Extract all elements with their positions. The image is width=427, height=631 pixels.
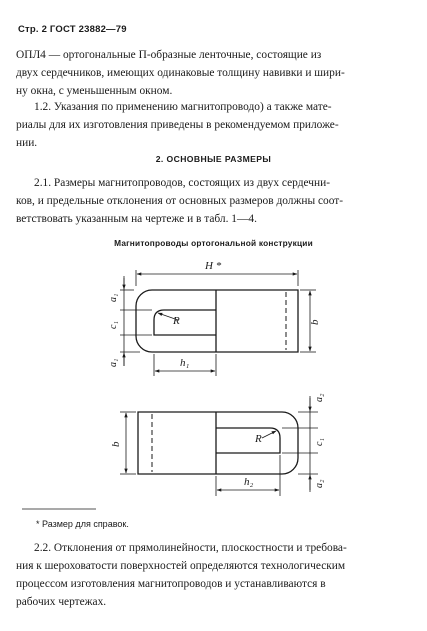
section-heading: 2. ОСНОВНЫЕ РАЗМЕРЫ: [155, 154, 272, 164]
label-a2-bottom: a₂: [314, 479, 325, 488]
radius-leader: [262, 431, 276, 438]
text-line: риалы для их изготовления приведены в рекомендуемом приложе-: [16, 119, 339, 131]
text-line: ветствовать указанным на чертеже и в табл. 1—4.: [16, 213, 257, 225]
label-r-bottom: R: [255, 433, 262, 445]
label-c1: c₁: [108, 321, 119, 329]
text-line: ния к шероховатости поверхностей определяются технологическим: [16, 560, 346, 572]
top-window: [154, 310, 216, 335]
label-h2: h₂: [244, 476, 254, 488]
text-line: ну окна, с уменьшенным окном.: [16, 85, 173, 97]
paragraph-2-2: [16, 539, 408, 611]
text-line: ОПЛ4 — ортогональные П-образные ленточные, состоящие из: [16, 49, 322, 61]
footnote: * Размер для справок.: [36, 519, 129, 529]
bottom-core-outline: [138, 412, 298, 474]
page-header: Стр. 2 ГОСТ 23882—79: [18, 24, 127, 35]
text-line: 2.1. Размеры магнитопроводов, состоящих из двух сердечни-: [34, 177, 330, 189]
text-line: рабочих чертежах.: [16, 596, 107, 608]
label-a1-bottom: a₁: [108, 358, 119, 367]
label-c1-bottom: c₁: [314, 438, 325, 446]
label-h: H *: [205, 260, 222, 272]
text-line: 1.2. Указания по применению магнитопроводо) а также мате-: [34, 101, 332, 113]
text-line: двух сердечников, имеющих одинаковые толщину навивки и шири-: [16, 67, 345, 79]
bottom-window: [216, 428, 280, 453]
label-b-top: b: [309, 319, 321, 325]
label-r-top: R: [173, 315, 180, 327]
figure-caption: Магнитопроводы ортогональной конструкции: [114, 238, 313, 248]
label-a2-top: a₂: [314, 393, 325, 402]
text-line: нии.: [16, 137, 38, 149]
text-line: процессом изготовления магнитопроводов и устанавливаются в: [16, 578, 326, 590]
top-core-outline: [136, 290, 298, 352]
label-a1-top: a₁: [108, 293, 119, 302]
text-line: ков, и предельные отклонения от основных размеров должны соот-: [16, 195, 344, 207]
text-line: 2.2. Отклонения от прямолинейности, плоскостности и требова-: [34, 542, 347, 554]
label-b-bottom: b: [110, 441, 122, 447]
label-h1: h₁: [180, 357, 190, 369]
